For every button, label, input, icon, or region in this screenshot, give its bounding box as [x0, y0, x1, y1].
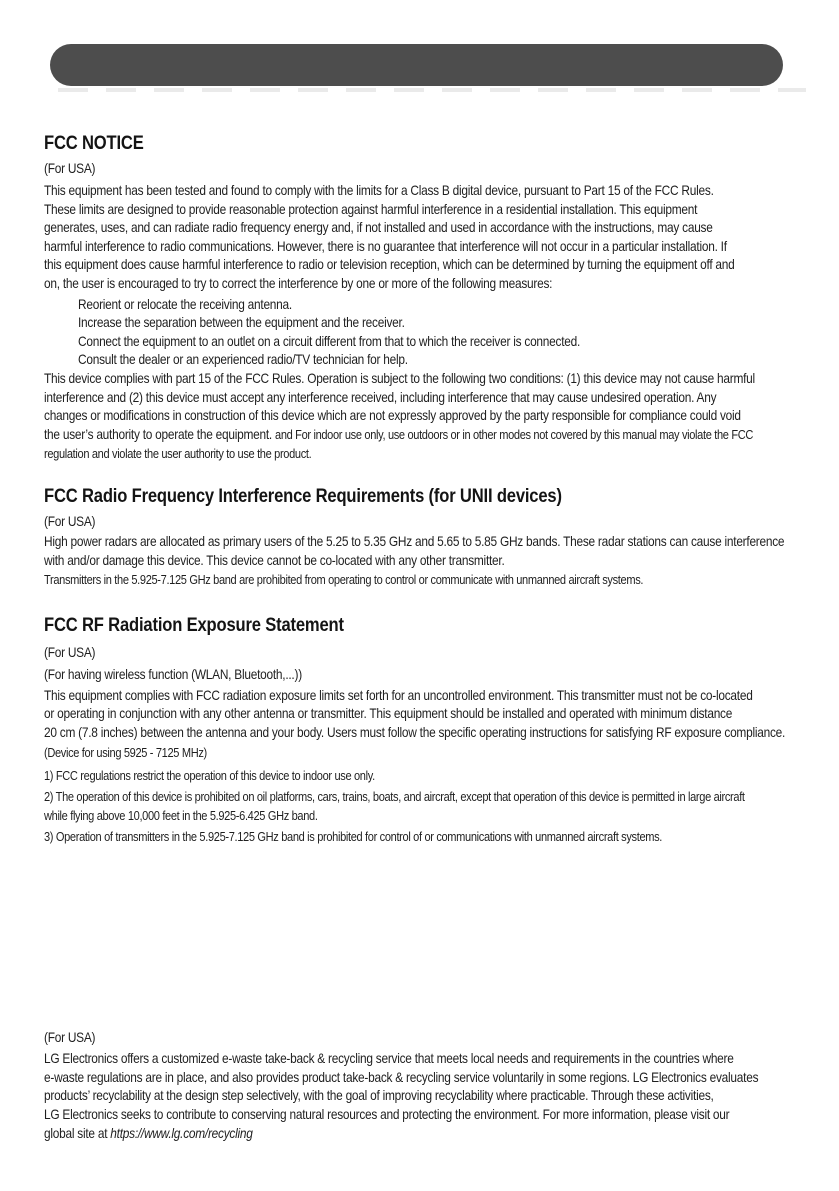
paragraph [44, 532, 839, 569]
section-title-unii: FCC Radio Frequency Interference Requirements (for UNII devices) [44, 485, 562, 508]
text-line-with-url [44, 1124, 839, 1143]
text-line: This equipment complies with FCC radiation exposure limits set forth for an uncontrolled environment. This transmitter must not be co-located [44, 686, 753, 703]
text-line: High power radars are allocated as primary users of the 5.25 to 5.35 GHz and 5.65 to 5.85 GHz bands. These radar stations can cause interference [44, 533, 785, 550]
text-line: regulation and violate the user authority to use the product. [44, 446, 312, 462]
recycling-url: https://www.lg.com/recycling [110, 1124, 253, 1141]
text-line: LG Electronics offers a customized e-waste take-back & recycling service that meets local needs and requirements in the countries where [44, 1050, 734, 1067]
text-line: this equipment does cause harmful interference to radio or television reception, which can be determined by turning the equipment off and [44, 256, 735, 273]
text-line: 20 cm (7.8 inches) between the antenna and your body. Users must follow the specific operating instructions for satisfying RF exposure compliance. [44, 723, 786, 740]
region-label: (For USA) [44, 513, 96, 530]
text-line: This equipment has been tested and found to comply with the limits for a Class B digital device, pursuant to Part 15 of the FCC Rules. [44, 182, 714, 198]
text-line: 2) The operation of this device is prohibited on oil platforms, cars, trains, boats, and aircraft, except that operation of this device is permitted in large aircraft [44, 789, 745, 805]
page-content [44, 0, 839, 1142]
text-line: while flying above 10,000 feet in the 5.925-6.425 GHz band. [44, 808, 318, 824]
text-line: products’ recyclability at the design step selectively, with the goal of improving recyclability where practicable. Through these activities, [44, 1087, 714, 1104]
section-rf-exposure [44, 614, 839, 847]
section-recycling [44, 1027, 839, 1142]
region-label: (For USA) [44, 160, 96, 176]
list-item: Reorient or relocate the receiving antenna. [78, 295, 292, 312]
text-line: with and/or damage this device. This device cannot be co-located with any other transmitter. [44, 551, 505, 568]
device-band-label: (Device for using 5925 - 7125 MHz) [44, 745, 207, 761]
numbered-item [44, 787, 839, 825]
paragraph [44, 1049, 839, 1142]
text-line: or operating in conjunction with any other antenna or transmitter. This equipment should be installed and operated with minimum distance [44, 705, 733, 722]
list-item: Connect the equipment to an outlet on a circuit different from that to which the receiver is connected. [78, 332, 581, 349]
text-line: changes or modifications in construction of this device which are not expressly approved by the party responsible for compliance could void [44, 407, 741, 424]
text-line-mixed [44, 425, 839, 445]
numbered-item: 1) FCC regulations restrict the operation of this device to indoor use only. [44, 768, 375, 784]
section-title-rf-exposure: FCC RF Radiation Exposure Statement [44, 613, 344, 636]
text-line: e-waste regulations are in place, and also provides product take-back & recycling service voluntarily in some regions. LG Electronics evaluates [44, 1068, 759, 1085]
numbered-item: 3) Operation of transmitters in the 5.925-7.125 GHz band is prohibited for control of or communications with unmanned aircraft systems. [44, 829, 663, 845]
text-line: generates, uses, and can radiate radio frequency energy and, if not installed and used in accordance with the instructions, may cause [44, 219, 713, 236]
text-line: harmful interference to radio communications. However, there is no guarantee that interference will not occur in a particular installation. If [44, 237, 727, 254]
section-title-fcc-notice: FCC NOTICE [44, 132, 144, 154]
list-item: Increase the separation between the equipment and the receiver. [78, 314, 405, 331]
paragraph [44, 369, 839, 463]
interference-measures-list [44, 295, 839, 369]
text-line: These limits are designed to provide reasonable protection against harmful interference in a residential installation. This equipment [44, 200, 698, 217]
region-label: (For USA) [44, 1029, 96, 1046]
list-item: Consult the dealer or an experienced radio/TV technician for help. [78, 351, 408, 368]
text-segment-small: and For indoor use only, use outdoors or in other modes not covered by this manual may violate the FCC [275, 426, 754, 442]
wireless-function-label: (For having wireless function (WLAN, Bluetooth,...)) [44, 665, 302, 682]
paragraph [44, 686, 839, 742]
text-line: Transmitters in the 5.925-7.125 GHz band are prohibited from operating to control or communicate with unmanned aircraft systems. [44, 571, 644, 587]
text-segment: the user’s authority to operate the equipment. [44, 425, 276, 442]
section-unii [44, 485, 839, 588]
region-label: (For USA) [44, 643, 96, 660]
text-line: interference and (2) this device must accept any interference received, including interference that may cause undesired operation. Any [44, 388, 717, 405]
text-line: This device complies with part 15 of the FCC Rules. Operation is subject to the following two conditions: (1) this device may not cause harmful [44, 369, 755, 386]
text-line: on, the user is encouraged to try to correct the interference by one or more of the following measures: [44, 274, 553, 291]
text-segment: global site at [44, 1124, 111, 1141]
text-line: LG Electronics seeks to contribute to conserving natural resources and protecting the environment. For more information, please visit our [44, 1106, 730, 1123]
section-fcc-notice [44, 132, 839, 463]
paragraph [44, 181, 839, 293]
